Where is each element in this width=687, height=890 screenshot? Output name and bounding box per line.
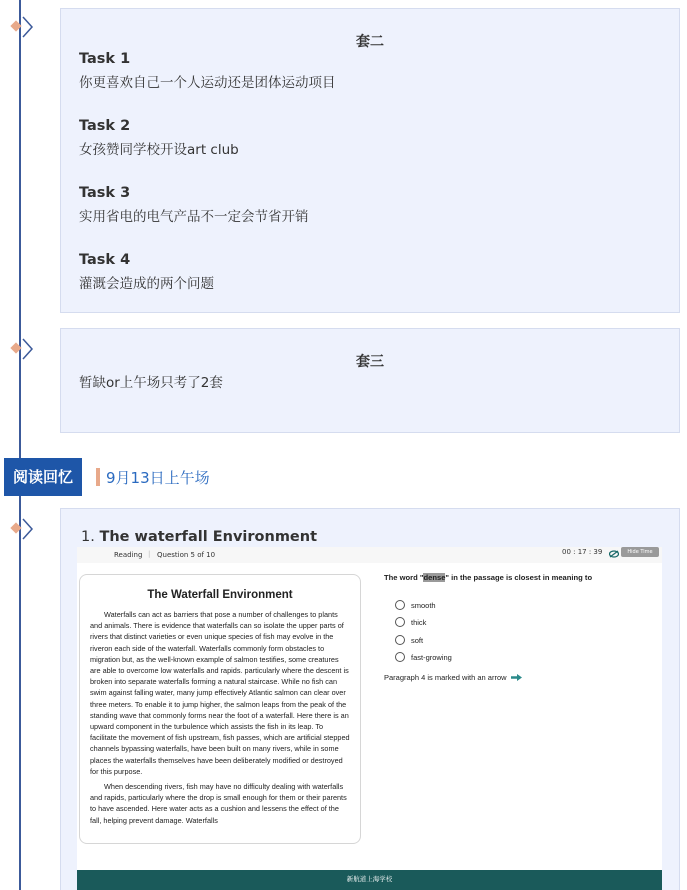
- task-heading: Task 4: [79, 252, 131, 268]
- chevron-right-icon: [22, 16, 36, 38]
- test-screenshot: [77, 547, 662, 890]
- answer-option[interactable]: [395, 617, 426, 627]
- reading-title-row: [81, 529, 317, 545]
- question-text: [384, 573, 592, 582]
- question-counter: Question 5 of 10: [157, 551, 216, 559]
- highlighted-word: dense: [423, 573, 446, 582]
- footer-bar: 新航道上海学校: [77, 870, 662, 890]
- toolbar-divider: |: [148, 550, 151, 558]
- answer-option[interactable]: [395, 652, 452, 662]
- task-description: 女孩赞同学校开设art club: [79, 142, 239, 158]
- set3-card: [60, 328, 680, 433]
- radio-button[interactable]: [395, 652, 405, 662]
- diamond-icon: [10, 342, 21, 353]
- passage-paragraph: When descending rivers, fish may have no difficulty dealing with waterfalls and rapids, particularly where the drop is small enough for them or their parents to have ascended. Here water acts as a cushion and lessens the effect of the fall, helping prevent damage. Waterfalls: [90, 782, 347, 825]
- question-suffix: " in the passage is closest in meaning to: [445, 573, 593, 582]
- timer: 00 : 17 : 39: [562, 548, 603, 556]
- test-toolbar: [77, 547, 662, 563]
- passage-title: The Waterfall Environment: [147, 589, 293, 601]
- option-label: fast-growing: [411, 652, 452, 662]
- task-description: 灌溉会造成的两个问题: [79, 276, 214, 292]
- task-description: 实用省电的电气产品不一定会节省开销: [79, 209, 309, 225]
- reading-title: The waterfall Environment: [99, 529, 318, 545]
- task-3: [79, 185, 309, 225]
- timeline-node: [8, 338, 32, 360]
- section-subtitle: 9月13日上午场: [106, 468, 210, 487]
- task-heading: Task 3: [79, 185, 131, 201]
- passage-panel[interactable]: [79, 574, 361, 844]
- option-label: thick: [411, 617, 427, 627]
- chevron-right-icon: [22, 518, 36, 540]
- radio-button[interactable]: [395, 600, 405, 610]
- radio-button[interactable]: [395, 617, 405, 627]
- answer-option[interactable]: [395, 635, 423, 645]
- paragraph-note-text: Paragraph 4 is marked with an arrow: [384, 673, 507, 682]
- set3-description: 暂缺or上午场只考了2套: [79, 375, 223, 391]
- task-heading: Task 2: [79, 118, 131, 134]
- timeline-node: [8, 16, 32, 38]
- diamond-icon: [10, 20, 21, 31]
- timeline-line: [19, 0, 21, 890]
- passage-paragraph: Waterfalls can act as barriers that pose a number of challenges to plants and animals. There is evidence that waterfalls can so isolate the upper parts of rivers that distinct varieties or even unique species of fish may evolve in the riveron each side of the waterfall. Waterfalls commonly form obstacles to migration but, as the well-known example of salmon testifies, some creatures are able to overcome low waterfalls and rapids. particularly where the descent is broken into separate waterfalls forming a natural staircase. While no fish can swim against falling water, many jump effectively Atlantic salmon can clear over three meters. To enable it to jump higher, the salmon leaps from the peak of the standing wave that commonly forms near the foot of a waterfall. Here there is an upward component in the turbulence which assists the fish in its leap. To facilitate the movement of fish upstream, fish passes, which are artificial stepped channels bypassing waterfalls, have been built on many rivers, while in some places the waterfalls themselves have been deliberately modified or destroyed for this purpose.: [90, 610, 350, 776]
- task-2: [79, 118, 239, 158]
- task-description: 你更喜欢自己一个人运动还是团体运动项目: [79, 75, 336, 91]
- section-label: Reading: [114, 551, 143, 559]
- chevron-right-icon: [22, 338, 36, 360]
- eye-icon[interactable]: [609, 550, 619, 558]
- task-1: [79, 51, 336, 91]
- timeline-node: [8, 518, 32, 540]
- subtitle-marker: [96, 468, 100, 486]
- set3-title: 套三: [356, 354, 384, 370]
- section-tag: 阅读回忆: [4, 458, 82, 496]
- hide-time-button[interactable]: Hide Time: [621, 547, 659, 557]
- diamond-icon: [10, 522, 21, 533]
- option-label: smooth: [411, 600, 436, 610]
- section-header: [4, 458, 210, 496]
- question-prefix: The word ": [384, 573, 424, 582]
- arrow-right-icon: [511, 674, 522, 681]
- set2-title: 套二: [356, 34, 384, 50]
- reading-number: 1.: [81, 529, 95, 545]
- task-4: [79, 252, 214, 292]
- task-heading: Task 1: [79, 51, 131, 67]
- paragraph-note: [384, 673, 522, 682]
- answer-option[interactable]: [395, 600, 436, 610]
- option-label: soft: [411, 635, 424, 645]
- set2-card: [60, 8, 680, 313]
- radio-button[interactable]: [395, 635, 405, 645]
